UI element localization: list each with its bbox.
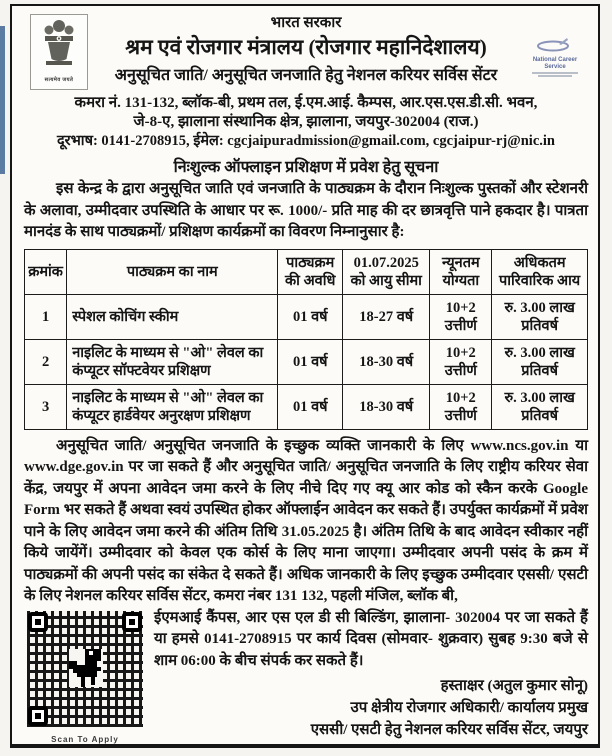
cell-qualification: 10+2 उत्तीर्ण [430,339,492,384]
table-row [25,339,588,384]
cell-age: 18-27 वर्ष [343,294,430,339]
cell-income: रु. 3.00 लाख प्रतिवर्ष [492,339,588,384]
signature-designation: उप क्षेत्रीय रोजगार अधिकारी/ कार्यालय प्रमुख [350,700,588,716]
bottom-section [24,608,588,751]
cell-duration: 01 वर्ष [278,384,343,429]
cell-sno: 3 [25,384,67,429]
table-header-row [25,249,588,294]
header-age-limit: 01.07.2025 को आयु सीमा [343,249,430,294]
cell-age: 18-30 वर्ष [343,339,430,384]
table-row [25,384,588,429]
center-name: अनुसूचित जाति/ अनुसूचित जनजाति हेतु नेशनल करियर सर्विस सेंटर [114,67,498,84]
cell-course: नाइलिट के माध्यम से "ओ" लेवल का कंप्यूटर हार्डवेयर अनुरक्षण प्रशिक्षण [67,384,278,429]
header-duration: पाठ्यक्रम की अवधि [278,249,343,294]
cell-age: 18-30 वर्ष [343,384,430,429]
header-qualification: न्यूनतम योग्यता [430,249,492,294]
qr-finder-icon [28,612,48,632]
intro-paragraph: इस केन्द्र के द्वारा अनुसूचित जाति एवं जनजाति के पाठ्यक्रम के दौरान निःशुल्क पुस्तकों और स्टेशनरी के अलावा, उम्मीदवार उपस्थिति के आधार पर रू. 1000/- प्रति माह की दर छात्रवृत्ति पाने हकदार है। पात्रता मानदंड के साथ पाठ्यक्रमों/ प्रशिक्षण कार्यक्रमों का विवरण निम्नानुसार है: [24,181,588,240]
cell-duration: 01 वर्ष [278,339,343,384]
cell-income: रु. 3.00 लाख प्रतिवर्ष [492,294,588,339]
qr-code [24,611,146,751]
courses-table [24,249,588,430]
cell-sno: 1 [25,294,67,339]
address-line-2: जे-8-ए, झालाना संस्थानिक क्षेत्र, झालाना, जयपुर-302004 (राज.) [133,114,479,130]
contact-line: दूरभाष: 0141-2708915, ईमेल: cgcjaipuradmission@gmail.com, cgcjaipur-rj@nic.in [56,133,555,149]
qr-finder-icon [28,706,48,726]
details-paragraph-2: ईएमआई कैंपस, आर एस एल डी सी बिल्डिंग, झालाना- 302004 पर जा सकते हैं या हमसे 0141-2708915 पर कार्य दिवस (सोमवार- शुक्रवार) सुबह 9:30 बजे से शाम 06:00 के बीच संपर्क कर सकते हैं। [154,609,588,669]
ashoka-lion-capital-icon [37,60,81,77]
signature-office: एससी/ एसटी हेतु नेशनल करियर सर्विस सेंटर, जयपुर [310,722,588,738]
ncs-logo [524,36,586,78]
cell-course: नाइलिट के माध्यम से "ओ" लेवल का कंप्यूटर सॉफ्टवेयर प्रशिक्षण [67,339,278,384]
signature-name: हस्ताक्षर (अतुल कुमार सोनू) [440,678,588,694]
ncs-logo-subtext-bar [538,75,572,77]
notice-title: निःशुल्क ऑफ्लाइन प्रशिक्षण में प्रवेश हेतु सूचना [173,159,439,176]
ministry-title: श्रम एवं रोजगार मंत्रालय (रोजगार महानिदेशालय) [125,35,487,59]
cell-course: स्पेशल कोचिंग स्कीम [67,294,278,339]
notice-document [10,4,600,748]
header-sno: क्रमांक [25,249,67,294]
government-title: भारत सरकार [270,15,342,31]
qr-code-image [27,611,143,727]
cell-qualification: 10+2 उत्तीर्ण [430,384,492,429]
header-course-name: पाठ्यक्रम का नाम [67,249,278,294]
header-family-income: अधिकतम पारिवारिक आय [492,249,588,294]
address-line-1: कमरा नं. 131-132, ब्लॉक-बी, प्रथम तल, ई.एम.आई. कैम्पस, आर.एस.एस.डी.सी. भवन, [74,95,538,111]
cell-sno: 2 [25,339,67,384]
ncs-logo-subtext-bar [532,72,578,74]
satyamev-jayate-caption: सत्यमेव जयते [44,78,74,83]
qr-caption: Scan To Apply [51,734,119,744]
cell-duration: 01 वर्ष [278,294,343,339]
dino-icon [69,649,103,687]
table-row [25,294,588,339]
scan-edge-strip [0,26,5,174]
qr-finder-icon [122,612,142,632]
india-emblem [30,14,88,90]
document-header [24,10,588,94]
cell-income: रु. 3.00 लाख प्रतिवर्ष [492,384,588,429]
details-paragraph-1: अनुसूचित जाति/ अनुसूचित जनजाति के इच्छुक व्यक्ति जानकारी के लिए www.ncs.gov.in या www.dge.gov.in पर जा सकते हैं और अनुसूचित जाति/ अनुसूचित जनजाति के लिए राष्ट्रीय करियर सेवा केंद्र, जयपुर में अपना आवेदन जमा करने के लिए नीचे दिए गए क्यू आर कोड को स्कैन करके Google Form भर सकते हैं अथवा स्वयं उपस्थित होकर ऑफ्लाईन आवेदन कर सकते हैं। उपर्युक्त कार्यक्रमों में प्रवेश पाने के लिए आवेदन जमा करने की अंतिम तिथि 31.05.2025 है। अंतिम तिथि के बाद आवेदन स्वीकार नहीं किये जायेंगें। उम्मीदवार को केवल एक कोर्स के लिए माना जाएगा। उम्मीदवार अपनी पसंद के क्रम में पाठ्यक्रमों की अपनी पसंद का संकेत दे सकते हैं। अधिक जानकारी के लिए इच्छुक उम्मीदवार एससी/ एसटी के लिए नेशनल करियर सर्विस सेंटर, कमरा नंबर 131 132, पहली मंजिल, ब्लॉक बी, [24,437,588,604]
cell-qualification: 10+2 उत्तीर्ण [430,294,492,339]
ncs-logo-text: National Career Service [532,57,578,70]
ncs-logo-icon [533,39,577,56]
